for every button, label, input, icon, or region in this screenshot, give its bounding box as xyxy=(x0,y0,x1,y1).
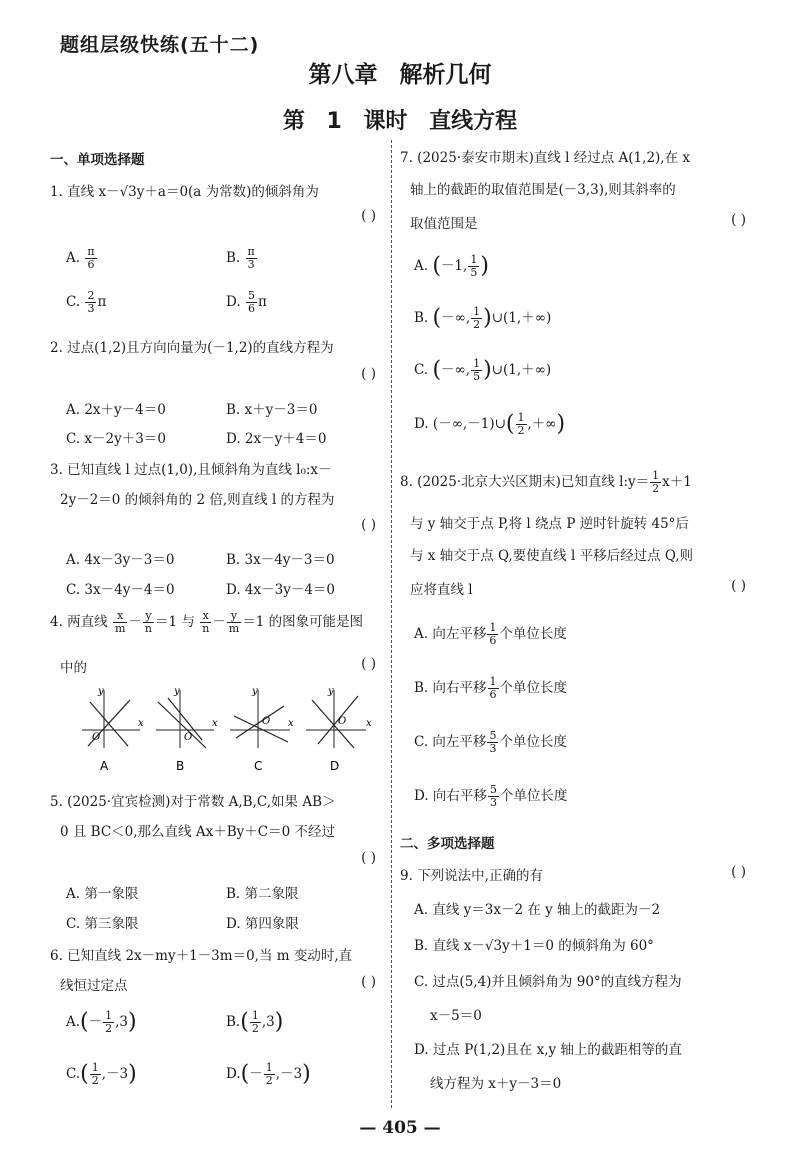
q9-option-b[interactable]: B. 直线 x－√3y＋1＝0 的倾斜角为 60° xyxy=(414,938,654,954)
graph-c-line-2 xyxy=(236,706,284,738)
q3-option-a[interactable]: A. 4x－3y－3＝0 xyxy=(66,552,175,568)
section-multi-choice: 二、多项选择题 xyxy=(400,836,495,852)
q5-stem-line-1: 5. (2025·宜宾检测)对于常数 A,B,C,如果 AB＞ xyxy=(50,794,336,810)
q7-stem-line-1: 7. (2025·泰安市期末)直线 l 经过点 A(1,2),在 x xyxy=(400,150,690,166)
graph-d-origin: O xyxy=(338,716,347,727)
graph-b-y-label: y xyxy=(174,688,180,697)
q7-stem-line-3: 取值范围是 xyxy=(410,216,478,232)
q9-option-d-line-1[interactable]: D. 过点 P(1,2)且在 x,y 轴上的截距相等的直 xyxy=(414,1042,682,1058)
q9-option-c-line-1[interactable]: C. 过点(5,4)并且倾斜角为 90°的直线方程为 xyxy=(414,974,682,990)
q1-answer-blank[interactable]: ( ) xyxy=(361,208,376,224)
graph-a-origin: O xyxy=(92,732,101,743)
graph-b-x-label: x xyxy=(212,718,218,729)
q1-stem: 1. 直线 x－√3y＋a＝0(a 为常数)的倾斜角为 xyxy=(50,184,319,200)
q7-option-c[interactable]: C. (－∞, $\frac{1}{5}$ )∪(1,＋∞) xyxy=(414,357,552,383)
q1-option-c[interactable]: C. $\frac{2}{3}$ π xyxy=(66,289,107,315)
series-title: 题组层级快练(五十二) xyxy=(60,34,260,56)
q9-stem: 9. 下列说法中,正确的有 xyxy=(400,868,543,884)
q8-stem-line-4: 应将直线 l xyxy=(410,582,473,598)
graph-c-y-label: y xyxy=(252,688,258,697)
q7-option-b[interactable]: B. (－∞, $\frac{1}{2}$ )∪(1,＋∞) xyxy=(414,305,552,331)
q7-answer-blank[interactable]: ( ) xyxy=(731,212,746,228)
q4-graph-c[interactable] xyxy=(230,688,294,748)
q8-stem-line-3: 与 x 轴交于点 Q,要使直线 l 平移后经过点 Q,则 xyxy=(410,548,694,564)
graph-b-caption: B xyxy=(176,759,185,773)
q4-stem-line-2: 中的 xyxy=(60,660,87,676)
q6-option-a[interactable]: A.(－ $\frac{1}{2}$ ,3) xyxy=(66,1009,137,1035)
q7-option-d[interactable]: D. (－∞,－1)∪( $\frac{1}{2}$ ,＋∞) xyxy=(414,411,566,437)
q6-option-c[interactable]: C.( $\frac{1}{2}$ ,－3) xyxy=(66,1061,137,1087)
q5-option-b[interactable]: B. 第二象限 xyxy=(226,886,299,902)
q4-graph-figures xyxy=(78,688,378,778)
q3-stem-line-2: 2y－2＝0 的倾斜角的 2 倍,则直线 l 的方程为 xyxy=(60,492,335,508)
graph-c-caption: C xyxy=(254,759,263,773)
q6-answer-blank[interactable]: ( ) xyxy=(361,974,376,990)
q5-option-a[interactable]: A. 第一象限 xyxy=(66,886,139,902)
q8-stem-line-1: 8. (2025·北京大兴区期末)已知直线 l:y＝ $\frac{1}{2}$ x＋1 xyxy=(400,469,692,495)
q7-option-a[interactable]: A. (－1, $\frac{1}{5}$ ) xyxy=(414,253,489,279)
q6-option-b[interactable]: B.( $\frac{1}{2}$ ,3) xyxy=(226,1009,284,1035)
q8-option-a[interactable]: A. 向左平移 $\frac{1}{6}$ 个单位长度 xyxy=(414,621,567,647)
q2-option-a[interactable]: A. 2x＋y－4＝0 xyxy=(66,402,166,418)
q6-stem-line-1: 6. 已知直线 2x－my＋1－3m＝0,当 m 变动时,直 xyxy=(50,948,353,964)
q4-stem-line-1: 4. 两直线 $\frac{x}{m}$ － $\frac{y}{n}$ ＝1 与 $\frac{x}{n}$ － $\frac{y}{m}$ ＝1 的图象可能是图 xyxy=(50,609,364,635)
q3-option-c[interactable]: C. 3x－4y－4＝0 xyxy=(66,582,175,598)
graph-c-line-1 xyxy=(234,716,288,742)
graph-c-x-label: x xyxy=(288,718,294,729)
q6-stem-line-2: 线恒过定点 xyxy=(60,978,128,994)
graph-b-origin: O xyxy=(184,732,193,743)
q2-stem: 2. 过点(1,2)且方向向量为(－1,2)的直线方程为 xyxy=(50,340,334,356)
q5-option-d[interactable]: D. 第四象限 xyxy=(226,916,299,932)
q1-option-b[interactable]: B. $\frac{\pi}{3}$ xyxy=(226,245,255,271)
q2-option-d[interactable]: D. 2x－y＋4＝0 xyxy=(226,431,327,447)
q7-stem-line-2: 轴上的截距的取值范围是(－3,3),则其斜率的 xyxy=(410,182,676,198)
graph-c-origin: O xyxy=(262,716,271,727)
q2-answer-blank[interactable]: ( ) xyxy=(361,366,376,382)
q3-answer-blank[interactable]: ( ) xyxy=(361,517,376,533)
lesson-title: 第 1 课时 直线方程 xyxy=(282,109,518,134)
q8-answer-blank[interactable]: ( ) xyxy=(731,578,746,594)
q4-graph-b[interactable] xyxy=(156,688,218,748)
graph-d-line-1 xyxy=(312,700,354,748)
graph-d-y-label: y xyxy=(328,688,334,697)
q8-option-d[interactable]: D. 向右平移 $\frac{5}{3}$ 个单位长度 xyxy=(414,783,568,809)
q9-answer-blank[interactable]: ( ) xyxy=(731,864,746,880)
chapter-title: 第八章 解析几何 xyxy=(308,62,492,88)
q1-option-a[interactable]: A. $\frac{\pi}{6}$ xyxy=(66,245,95,271)
q3-option-d[interactable]: D. 4x－3y－4＝0 xyxy=(226,582,336,598)
q2-option-c[interactable]: C. x－2y＋3＝0 xyxy=(66,431,166,447)
column-divider xyxy=(391,140,392,1108)
graph-a-caption: A xyxy=(100,759,109,773)
graph-b-line-1 xyxy=(158,702,206,748)
q8-option-b[interactable]: B. 向右平移 $\frac{1}{6}$ 个单位长度 xyxy=(414,675,568,701)
q1-option-d[interactable]: D. $\frac{5}{6}$ π xyxy=(226,289,267,315)
q5-option-c[interactable]: C. 第三象限 xyxy=(66,916,139,932)
q3-option-b[interactable]: B. 3x－4y－3＝0 xyxy=(226,552,335,568)
q3-stem-line-1: 3. 已知直线 l 过点(1,0),且倾斜角为直线 l₀:x－ xyxy=(50,462,332,478)
q8-option-c[interactable]: C. 向左平移 $\frac{5}{3}$ 个单位长度 xyxy=(414,729,567,755)
q4-answer-blank[interactable]: ( ) xyxy=(361,656,376,672)
q8-stem-line-2: 与 y 轴交于点 P,将 l 绕点 P 逆时针旋转 45°后 xyxy=(410,516,689,532)
graph-a-x-label: x xyxy=(138,718,144,729)
q9-option-c-line-2: x－5＝0 xyxy=(430,1008,482,1024)
q5-answer-blank[interactable]: ( ) xyxy=(361,850,376,866)
graph-d-x-label: x xyxy=(366,718,372,729)
q2-option-b[interactable]: B. x＋y－3＝0 xyxy=(226,402,318,418)
q5-stem-line-2: 0 且 BC＜0,那么直线 Ax＋By＋C＝0 不经过 xyxy=(60,824,335,840)
q4-graph-d[interactable] xyxy=(306,688,372,748)
graph-d-caption: D xyxy=(330,759,340,773)
q9-option-d-line-2: 线方程为 x＋y－3＝0 xyxy=(430,1076,562,1092)
q6-option-d[interactable]: D.(－ $\frac{1}{2}$ ,－3) xyxy=(226,1061,311,1087)
q4-graph-a[interactable] xyxy=(82,688,144,748)
graph-a-y-label: y xyxy=(98,688,104,697)
page-number: — 405 — xyxy=(359,1118,441,1138)
section-single-choice: 一、单项选择题 xyxy=(50,152,145,168)
q9-option-a[interactable]: A. 直线 y＝3x－2 在 y 轴上的截距为－2 xyxy=(414,902,661,918)
